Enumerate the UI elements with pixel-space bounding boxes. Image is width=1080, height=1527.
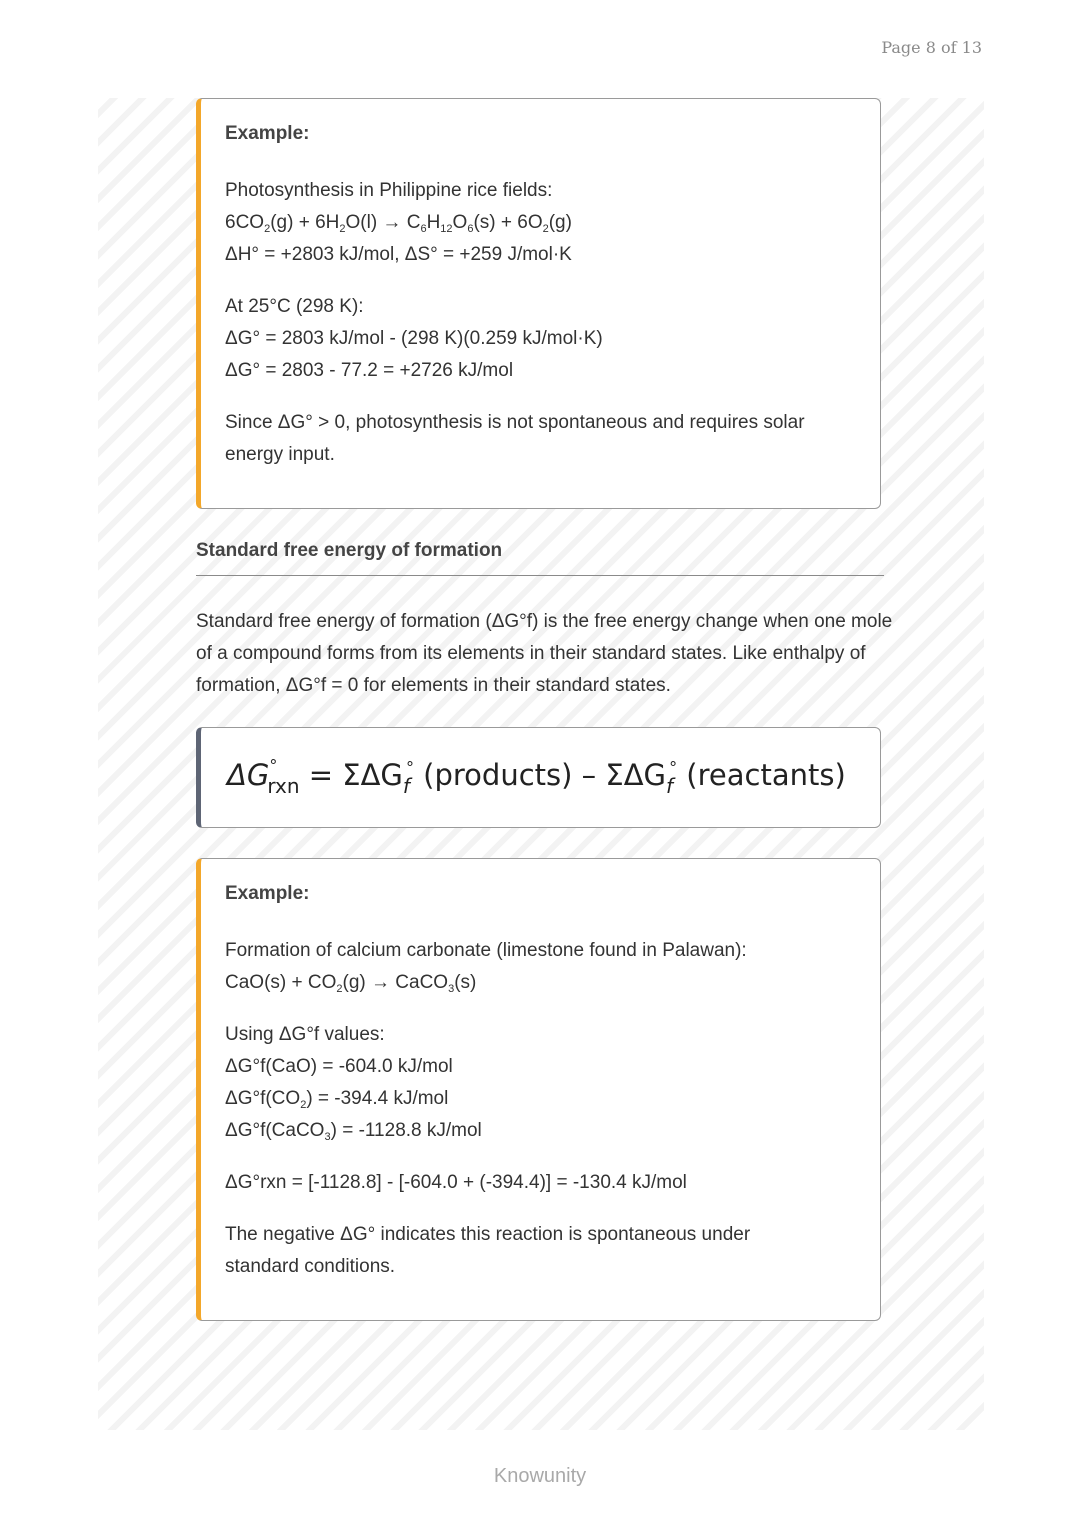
example-conclusion: Since ΔG° > 0, photosynthesis is not spontaneous and requires solar energy input. (225, 412, 805, 465)
section-body: Standard free energy of formation (ΔG°f) is the free energy change when one mole of a compound forms from its elements in their standard states. Like enthalpy of formation, ΔG°f = 0 for elements in their standard states. (196, 611, 893, 696)
value-caco3: ΔG°f(CaCO$_3$) = -1128.8 kJ/mol (225, 1120, 482, 1143)
calcium-carbonate-equation: $CaO(s) + CO_2(g)$ → CaCO$_3$(s) (225, 972, 477, 995)
formula-box (196, 727, 881, 828)
example-box-photosynthesis (196, 98, 881, 509)
brand-footer: Knowunity (493, 1465, 587, 1487)
value-co2: $\Delta G^\circ f(CO_2) = -394.4$ kJ/mol (225, 1088, 449, 1111)
temperature-line: At 25°C (298 K): (225, 296, 364, 317)
page-number: Page 8 of 13 (881, 38, 982, 57)
gibbs-formation-formula: $\Delta G^\circ_{rxn} = \Sigma\Delta G_f^\circ$ (products) – $\Sigma\Delta G_f^\circ$ (reactants) (227, 756, 846, 798)
example-title: Example: (225, 883, 310, 904)
example-conclusion: The negative ΔG° indicates this reaction is spontaneous under standard conditions. (225, 1224, 751, 1277)
section-heading: Standard free energy of formation (196, 540, 503, 561)
calculation-step-1: ΔG° = 2803 kJ/mol - (298 K)(0.259 kJ/mol·K) (225, 328, 603, 349)
example-title: Example: (225, 123, 310, 144)
photosynthesis-equation: $6CO_2(g) + 6H_2O(l) \to C_6H_{12}O_6(s) + 6O_2(g)$ (225, 212, 572, 235)
example-box-calcium-carbonate (196, 858, 881, 1321)
using-values-label: Using ΔG°f values: (225, 1024, 385, 1045)
example-intro: Formation of calcium carbonate (limestone found in Palawan): (225, 940, 747, 961)
value-cao: ΔG°f(CaO) = -604.0 kJ/mol (225, 1056, 453, 1077)
reaction-calculation: ΔG°rxn = [-1128.8] - [-604.0 + (-394.4)] = -130.4 kJ/mol (225, 1172, 687, 1193)
calculation-step-2: ΔG° = 2803 - 77.2 = +2726 kJ/mol (225, 360, 514, 381)
section-divider (196, 575, 884, 576)
thermo-values: ΔH° = +2803 kJ/mol, ΔS° = +259 J/mol·K (225, 244, 572, 265)
example-intro: Photosynthesis in Philippine rice fields: (225, 180, 553, 201)
